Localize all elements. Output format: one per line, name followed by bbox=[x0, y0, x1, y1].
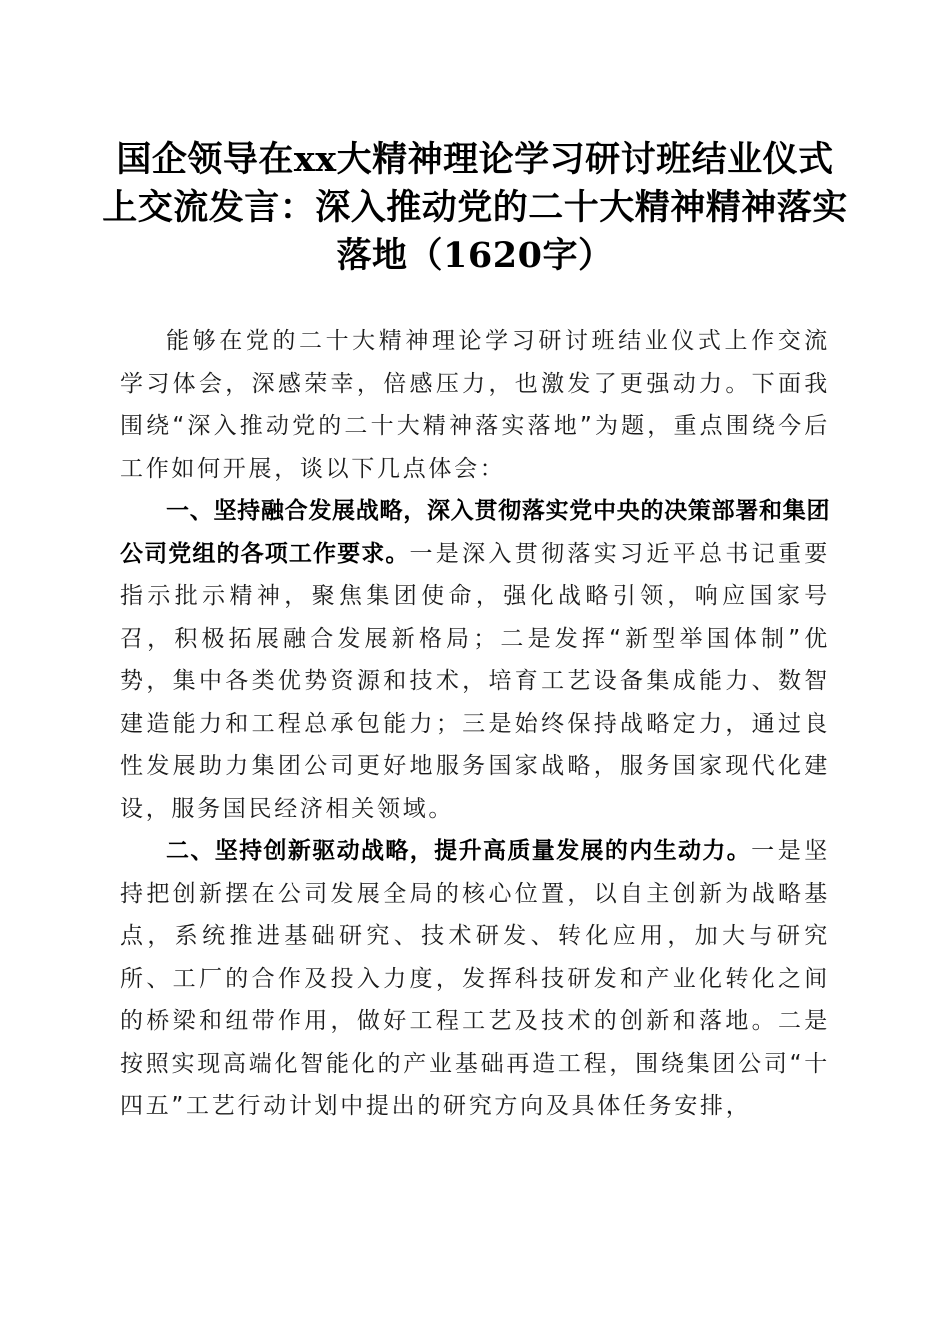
document-title: 国企领导在xx大精神理论学习研讨班结业仪式上交流发言：深入推动党的二十大精神精神落实落地（1620字） bbox=[102, 139, 848, 276]
section-paragraph-2 bbox=[120, 830, 830, 1128]
intro-paragraph: 能够在党的二十大精神理论学习研讨班结业仪式上作交流学习体会，深感荣幸，倍感压力，也激发了更强动力。下面我围绕“深入推动党的二十大精神落实落地”为题，重点围绕今后工作如何开展，谈以下几点体会： bbox=[120, 328, 830, 482]
section-heading-1: 一、坚持融合发展战略，深入贯彻落实党中央的决策部署和集团公司党组的各项工作要求。 bbox=[120, 498, 830, 567]
section-heading-2: 二、坚持创新驱动战略，提升高质量发展的内生动力。 bbox=[166, 838, 752, 864]
document-body bbox=[120, 320, 830, 1128]
section-paragraph-1 bbox=[120, 490, 830, 830]
section-text-2: 一是坚持把创新摆在公司发展全局的核心位置，以自主创新为战略基点，系统推进基础研究、技术研发、转化应用，加大与研究所、工厂的合作及投入力度，发挥科技研发和产业化转化之间的桥梁和纽带作用，做好工程工艺及技术的创新和落地。二是按照实现高端化智能化的产业基础再造工程，围绕集团公司“十四五”工艺行动计划中提出的研究方向及具体任务安排， bbox=[120, 838, 831, 1119]
section-text-1: 一是深入贯彻落实习近平总书记重要指示批示精神，聚焦集团使命，强化战略引领，响应国家号召，积极拓展融合发展新格局；二是发挥“新型举国体制”优势，集中各类优势资源和技术，培育工艺设备集成能力、数智建造能力和工程总承包能力；三是始终保持战略定力，通过良性发展助力集团公司更好地服务国家战略，服务国家现代化建设，服务国民经济相关领域。 bbox=[120, 540, 831, 822]
